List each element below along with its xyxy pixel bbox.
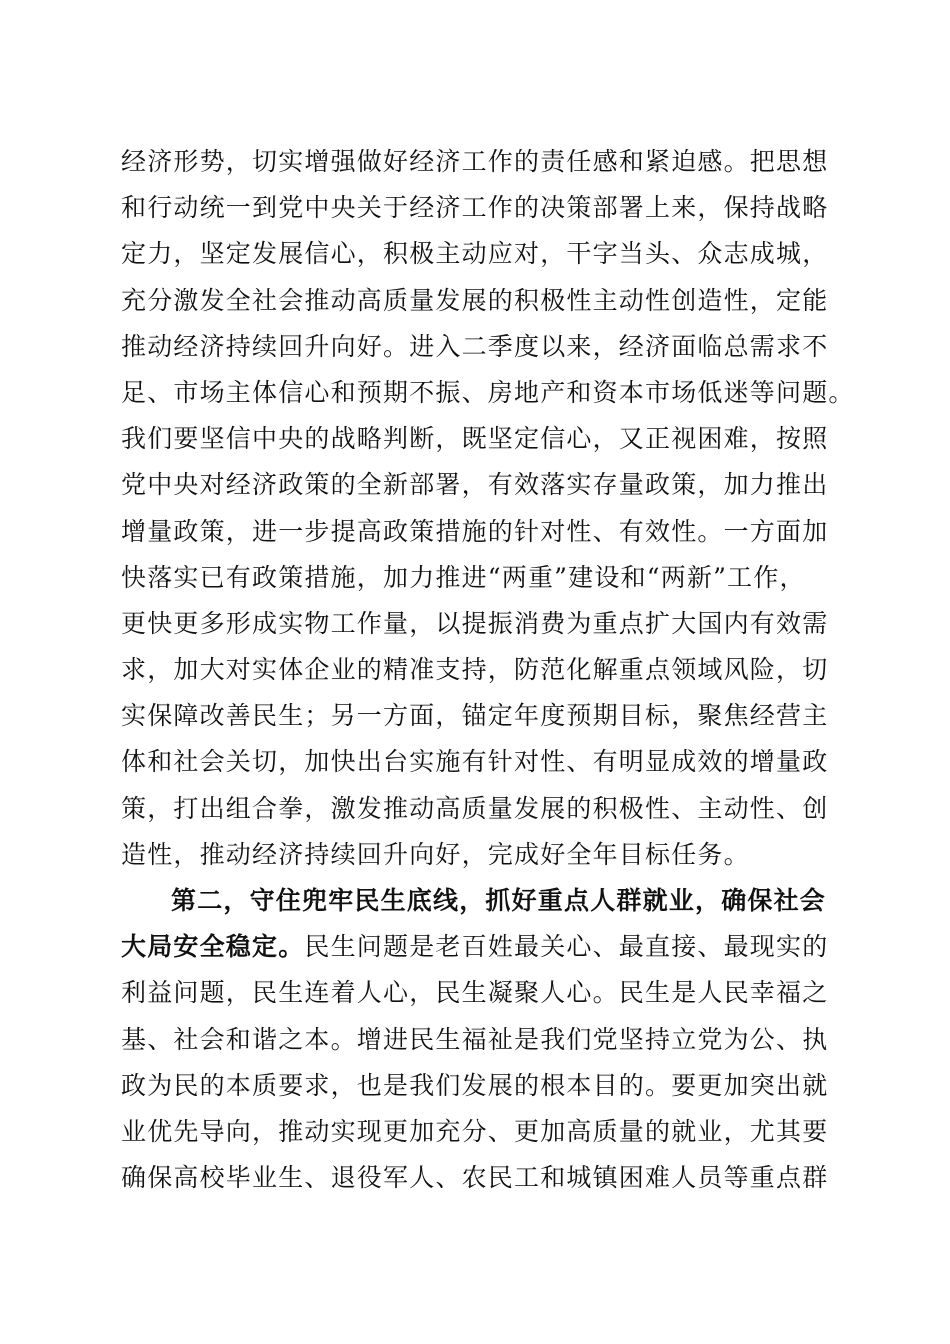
- section-heading: 第二，守住兜牢民生底线，抓好重点人群就业，确保社会: [171, 886, 827, 915]
- text-line: 造性，推动经济持续回升向好，完成好全年目标任务。: [121, 839, 750, 869]
- text-line: 更快更多形成实物工作量，以提振消费为重点扩大国内有效需: [121, 608, 829, 638]
- text-line: 基、社会和谐之本。增进民生福祉是我们党坚持立党为公、执: [121, 1024, 829, 1054]
- text-line: [121, 924, 841, 970]
- text-line: 求，加大对实体企业的精准支持，防范化解重点领域风险，切: [121, 655, 829, 685]
- text-line: 实保障改善民生；另一方面，锚定年度预期目标，聚焦经营主: [121, 701, 829, 731]
- text-line: 确保高校毕业生、退役军人、农民工和城镇困难人员等重点群: [121, 1163, 829, 1193]
- text-line: 利益问题，民生连着人心，民生凝聚人心。民生是人民幸福之: [121, 978, 829, 1008]
- text-line: 推动经济持续回升向好。进入二季度以来，经济面临总需求不: [121, 331, 829, 361]
- text-line: 体和社会关切，加快出台实施有针对性、有明显成效的增量政: [121, 747, 829, 777]
- paragraph-economy: [121, 139, 855, 878]
- text-line: 经济形势，切实增强做好经济工作的责任感和紧迫感。把思想: [121, 147, 829, 176]
- text-line: 定力，坚定发展信心，积极主动应对，干字当头、众志成城，: [121, 239, 829, 269]
- text-line: 策，打出组合拳，激发推动高质量发展的积极性、主动性、创: [121, 793, 829, 823]
- text-line: 党中央对经济政策的全新部署，有效落实存量政策，加力推出: [121, 470, 829, 500]
- body-text: [121, 139, 855, 1201]
- text-line: 充分激发全社会推动高质量发展的积极性主动性创造性，定能: [121, 285, 829, 315]
- text-segment: 民生问题是老百姓最关心、最直接、最现实的: [304, 932, 829, 962]
- text-line: 和行动统一到党中央关于经济工作的决策部署上来，保持战略: [121, 193, 829, 223]
- paragraph-livelihood: [121, 878, 841, 1201]
- text-line: 足、市场主体信心和预期不振、房地产和资本市场低迷等问题。: [121, 377, 855, 407]
- text-line: 政为民的本质要求，也是我们发展的根本目的。要更加突出就: [121, 1070, 829, 1100]
- text-line: 业优先导向，推动实现更加充分、更加高质量的就业，尤其要: [121, 1116, 829, 1146]
- section-heading-end: 大局安全稳定。: [121, 932, 305, 962]
- text-line: 增量政策，进一步提高政策措施的针对性、有效性。一方面加: [121, 516, 829, 546]
- text-line: 我们要坚信中央的战略判断，既坚定信心，又正视困难，按照: [121, 424, 829, 454]
- text-line: 快落实已有政策措施，加力推进“两重”建设和“两新”工作，: [121, 562, 806, 592]
